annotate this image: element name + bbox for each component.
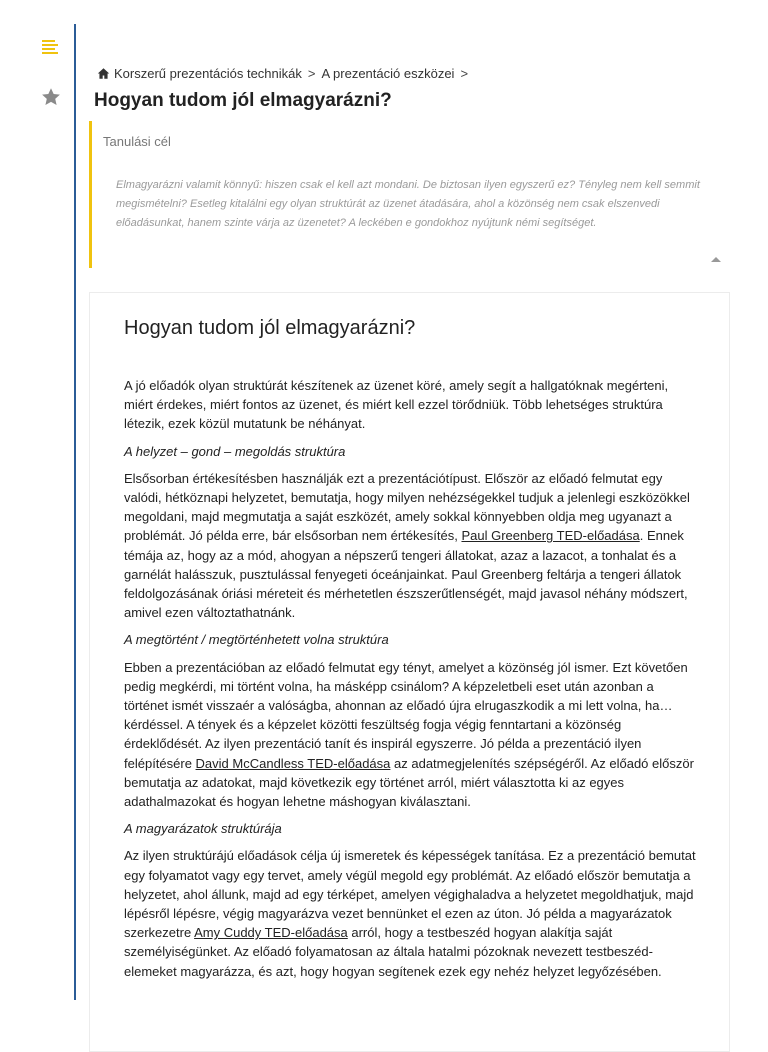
paragraph-text: Ebben a prezentációban az előadó felmutat egy tényt, amelyet a közönség jól ismer. Ezt követően pedig megkérdi, mi történt volna, ha másképp csinálom? A képzeletbeli eset után azonban a történet ismét visszaér a valóságba, ahonnan az előadó újra elrugaszkodik a mi lett volna, ha… kérdéssel. A tények és a képzelet közötti feszültség fogja végig fenntartani a közönség érdeklődését. Az ilyen prezentáció tanít és inspirál egyszerre. Jó példa a prezentáció ilyen felépítésére bbox=[124, 659, 688, 771]
page-title: Hogyan tudom jól elmagyarázni? bbox=[94, 90, 392, 111]
ted-link-mccandless[interactable]: David McCandless TED-előadása bbox=[195, 755, 391, 771]
section-paragraph bbox=[124, 846, 698, 980]
section-title: A magyarázatok struktúrája bbox=[124, 821, 282, 837]
breadcrumb bbox=[97, 66, 474, 81]
learning-goal-panel bbox=[89, 121, 728, 268]
section-title: A megtörtént / megtörténhetett volna struktúra bbox=[124, 632, 389, 648]
ted-link-cuddy[interactable]: Amy Cuddy TED-előadása bbox=[194, 925, 348, 941]
left-rail-divider bbox=[74, 24, 76, 1000]
article-content bbox=[89, 292, 730, 1052]
collapse-button[interactable] bbox=[710, 251, 722, 259]
ted-link-greenberg[interactable]: Paul Greenberg TED-előadása bbox=[461, 528, 640, 544]
paragraph-text: Az ilyen struktúrájú előadások célja új ismeretek és képességek tanítása. Ez a prezentáció bemutat egy folyamatot vagy egy tervet, amely végül megold egy problémát. Az előadó először bemutatja a helyzetet, ahol állunk, majd ad egy térképet, amelyen végighaladva a helyzetet megoldhatjuk, majd lépésről lépésre, végig magyarázva vezet bennünket el ezen az úton. Jó példa a magyarázatok szerkezetre bbox=[124, 848, 696, 941]
home-icon[interactable] bbox=[97, 67, 110, 80]
article-intro: A jó előadók olyan struktúrát készítenek az üzenet köré, amely segít a hallgatóknak megérteni, miért érdekes, miért fontos az üzenet, és miért kell ezzel törődniük. Több lehetséges struktúra létezik, ezek közül mutatunk be néhányat. bbox=[124, 378, 669, 432]
breadcrumb-link-topic[interactable]: A prezentáció eszközei bbox=[321, 66, 455, 81]
paragraph-text: arról, hogy a testbeszéd hogyan alakítja saját személyiségünket. Az előadó folyamatosan az általa hatalmi pózoknak nevezett testbeszéd-elemeket magyarázza, és azt, hogy hogyan segítenek ezek egy nehéz helyzet legyőzésében. bbox=[124, 925, 662, 979]
paragraph-text: . Ennek témája az, hogy az a mód, ahogyan a népszerű tengeri állatokat, azaz a lazacot, a tonhalat és a garnélát halásszuk, pusztulással fenyegeti óceánjainkat. Paul Greenberg feltárja a tengeri állatok feldolgozásának óriási méreteit és mérhetetlen észszerűtlenségét, majd javasol néhány módszert, amivel ezen változtathatnánk. bbox=[124, 528, 688, 621]
section-title: A helyzet – gond – megoldás struktúra bbox=[124, 443, 346, 459]
breadcrumb-link-course[interactable]: Korszerű prezentációs technikák bbox=[114, 66, 302, 81]
paragraph-text: Elsősorban értékesítésben használják ezt a prezentációtípust. Először az előadó felmutat egy valódi, hétköznapi helyzetet, bemutatja, hogy milyen nehézségekkel tudjuk a jelenlegi eszközökkel megoldani, majd megmutatja a saját eszközét, amely sokkal könnyebben oldja meg ugyanazt a problémát. Jó példa erre, bár elsősorban nem értékesítés, bbox=[124, 470, 690, 544]
menu-icon[interactable] bbox=[40, 37, 62, 59]
learning-goal-title: Tanulási cél bbox=[103, 134, 171, 149]
article-title: Hogyan tudom jól elmagyarázni? bbox=[124, 317, 416, 339]
learning-goal-text: Elmagyarázni valamit könnyű: hiszen csak el kell azt mondani. De biztosan ilyen egyszerű ez? Tényleg nem kell semmit megismételni? Esetleg kitalálni egy olyan struktúrát az üzenet átadására, ahol a közönség nem csak elszenvedi előadásunkat, hanem szinte várja az üzenetet? A leckében e gondokhoz nyújtunk némi segítséget. bbox=[116, 179, 700, 229]
star-icon[interactable] bbox=[40, 86, 62, 108]
caret-up-icon bbox=[710, 255, 722, 263]
article-body bbox=[124, 376, 698, 989]
section-paragraph bbox=[124, 658, 698, 812]
section-paragraph bbox=[124, 469, 698, 623]
paragraph-text: az adatmegjelenítés szépségéről. Az előadó először bemutatja az adatokat, majd következik egy történet arról, miért választotta ki az egyes adathalmazokat és hogyan lehetne máshogyan kiválasztani. bbox=[124, 755, 694, 810]
breadcrumb-separator: > bbox=[307, 66, 316, 81]
breadcrumb-separator: > bbox=[460, 66, 469, 81]
